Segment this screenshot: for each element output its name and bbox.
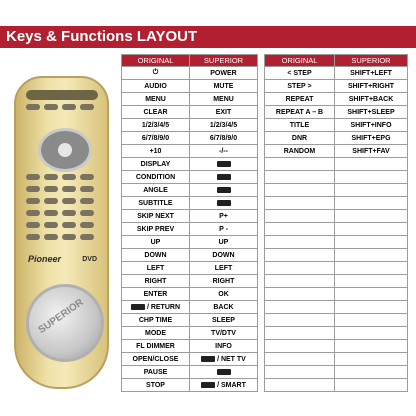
remote-brand-logo: Pioneer (28, 254, 62, 264)
table-row (265, 106, 408, 119)
original-key-cell: TITLE (265, 119, 335, 132)
remote-top-buttons (26, 90, 98, 100)
superior-key-cell: MENU (190, 93, 258, 106)
mapping-table-right (264, 54, 408, 392)
remote-button (80, 234, 94, 240)
superior-key-cell (335, 197, 408, 210)
superior-key-cell: RIGHT (190, 275, 258, 288)
superior-key-cell: TV/DTV (190, 327, 258, 340)
superior-key-cell (190, 197, 258, 210)
superior-key-cell (335, 340, 408, 353)
original-key-cell: / RETURN (122, 301, 190, 314)
table-row (122, 249, 258, 262)
remote-button (26, 198, 40, 204)
superior-key-cell (335, 171, 408, 184)
table-row (122, 275, 258, 288)
original-key-cell (265, 184, 335, 197)
superior-key-cell (335, 184, 408, 197)
button-icon (217, 174, 231, 180)
table-row-empty (265, 249, 408, 262)
superior-key-cell: POWER (190, 67, 258, 80)
remote-control-image (14, 76, 109, 389)
original-key-cell (265, 275, 335, 288)
superior-key-cell: BACK (190, 301, 258, 314)
table-row (122, 340, 258, 353)
superior-key-cell (335, 353, 408, 366)
dial-logo: SUPERIOR (36, 297, 86, 336)
superior-key-cell: SHIFT+INFO (335, 119, 408, 132)
table-row-empty (265, 210, 408, 223)
table-row (265, 67, 408, 80)
superior-key-cell: EXIT (190, 106, 258, 119)
original-key-cell: MENU (122, 93, 190, 106)
superior-key-cell (335, 301, 408, 314)
original-key-cell: STOP (122, 379, 190, 392)
original-key-cell: STEP > (265, 80, 335, 93)
original-key-cell: OPEN/CLOSE (122, 353, 190, 366)
superior-key-cell: SHIFT+SLEEP (335, 106, 408, 119)
table-row-empty (265, 171, 408, 184)
original-key-cell (265, 379, 335, 392)
button-icon (201, 382, 215, 388)
table-row (122, 223, 258, 236)
return-arrow-icon (131, 304, 145, 310)
original-key-cell: ENTER (122, 288, 190, 301)
table-row (122, 67, 258, 80)
table-row (122, 366, 258, 379)
button-icon (217, 200, 231, 206)
table-row-empty (265, 353, 408, 366)
original-key-cell (265, 171, 335, 184)
superior-key-cell (335, 223, 408, 236)
original-key-cell (265, 301, 335, 314)
superior-key-cell: / NET TV (190, 353, 258, 366)
original-key-cell (265, 288, 335, 301)
table-row (122, 236, 258, 249)
table-row (122, 171, 258, 184)
superior-key-cell: SLEEP (190, 314, 258, 327)
original-key-cell (265, 366, 335, 379)
remote-button (44, 174, 58, 180)
superior-key-cell: OK (190, 288, 258, 301)
original-key-cell: 6/7/8/9/0 (122, 132, 190, 145)
table-row (122, 353, 258, 366)
remote-button (80, 104, 94, 110)
superior-key-cell (335, 288, 408, 301)
button-icon (217, 187, 231, 193)
remote-button (62, 186, 76, 192)
table-row (122, 314, 258, 327)
original-key-cell: MODE (122, 327, 190, 340)
table-row (265, 145, 408, 158)
table-row (122, 93, 258, 106)
superior-key-cell (335, 236, 408, 249)
table-row-empty (265, 314, 408, 327)
table-row-empty (265, 366, 408, 379)
superior-key-cell: LEFT (190, 262, 258, 275)
original-key-cell (265, 210, 335, 223)
original-key-cell: +10 (122, 145, 190, 158)
superior-key-cell: SHIFT+EPG (335, 132, 408, 145)
table-row (122, 327, 258, 340)
superior-key-cell: SHIFT+FAV (335, 145, 408, 158)
superior-key-cell (335, 210, 408, 223)
table-row (265, 119, 408, 132)
column-header-original: ORIGINAL (265, 55, 335, 67)
original-key-cell: DISPLAY (122, 158, 190, 171)
original-key-cell: LEFT (122, 262, 190, 275)
button-icon (201, 356, 215, 362)
remote-button (44, 198, 58, 204)
original-key-cell: DOWN (122, 249, 190, 262)
remote-button (62, 198, 76, 204)
column-header-superior: SUPERIOR (335, 55, 408, 67)
original-key-cell: PAUSE (122, 366, 190, 379)
superior-key-cell: 1/2/3/4/5 (190, 119, 258, 132)
original-key-cell (265, 262, 335, 275)
superior-key-cell: SHIFT+BACK (335, 93, 408, 106)
superior-key-cell (335, 366, 408, 379)
superior-key-cell (335, 379, 408, 392)
remote-button (80, 198, 94, 204)
superior-key-cell: P - (190, 223, 258, 236)
column-header-original: ORIGINAL (122, 55, 190, 67)
table-row-empty (265, 301, 408, 314)
superior-key-cell: SHIFT+LEFT (335, 67, 408, 80)
table-row-empty (265, 288, 408, 301)
table-row (122, 197, 258, 210)
remote-nav-pad (38, 128, 92, 172)
table-row (265, 80, 408, 93)
button-icon (217, 369, 231, 375)
original-key-cell (265, 327, 335, 340)
table-row (122, 288, 258, 301)
original-key-cell: < STEP (265, 67, 335, 80)
title-bar (0, 26, 416, 48)
original-key-cell (265, 236, 335, 249)
button-icon (217, 161, 231, 167)
superior-key-cell (335, 314, 408, 327)
remote-button (26, 186, 40, 192)
original-key-cell (265, 314, 335, 327)
original-key-cell: 1/2/3/4/5 (122, 119, 190, 132)
original-key-cell: CHP TIME (122, 314, 190, 327)
remote-button (44, 186, 58, 192)
remote-button (62, 210, 76, 216)
remote-button (26, 222, 40, 228)
original-key-cell: RIGHT (122, 275, 190, 288)
remote-button (80, 210, 94, 216)
remote-button (26, 174, 40, 180)
superior-key-cell: P+ (190, 210, 258, 223)
original-key-cell: AUDIO (122, 80, 190, 93)
table-row (122, 119, 258, 132)
superior-key-cell: / SMART (190, 379, 258, 392)
original-key-cell: FL DIMMER (122, 340, 190, 353)
original-key-cell: CLEAR (122, 106, 190, 119)
original-key-cell: SUBTITLE (122, 197, 190, 210)
table-row (122, 262, 258, 275)
superior-key-cell: MUTE (190, 80, 258, 93)
table-row (122, 184, 258, 197)
remote-button (26, 104, 40, 110)
original-key-cell (265, 353, 335, 366)
table-row (122, 80, 258, 93)
superior-key-cell: SHIFT+RIGHT (335, 80, 408, 93)
remote-button (62, 222, 76, 228)
superior-key-cell: 6/7/8/9/0 (190, 132, 258, 145)
original-key-cell (265, 249, 335, 262)
original-key-cell: SKIP PREV (122, 223, 190, 236)
table-row-empty (265, 262, 408, 275)
remote-button (44, 222, 58, 228)
superior-key-cell (190, 184, 258, 197)
table-row (122, 145, 258, 158)
table-row-empty (265, 379, 408, 392)
original-key-cell: UP (122, 236, 190, 249)
superior-key-cell (335, 327, 408, 340)
original-key-cell (265, 158, 335, 171)
table-row-empty (265, 327, 408, 340)
superior-key-cell (335, 158, 408, 171)
superior-key-cell: DOWN (190, 249, 258, 262)
original-key-cell: SKIP NEXT (122, 210, 190, 223)
superior-key-cell (190, 158, 258, 171)
remote-button (62, 104, 76, 110)
table-row (122, 301, 258, 314)
mapping-table-left (121, 54, 258, 392)
remote-button (80, 222, 94, 228)
table-row-empty (265, 184, 408, 197)
superior-key-cell (335, 275, 408, 288)
table-row (122, 210, 258, 223)
original-key-cell: CONDITION (122, 171, 190, 184)
remote-button (44, 234, 58, 240)
remote-button (44, 210, 58, 216)
original-key-cell: REPEAT A – B (265, 106, 335, 119)
superior-key-cell: UP (190, 236, 258, 249)
superior-key-cell (190, 171, 258, 184)
table-row (122, 132, 258, 145)
table-row-empty (265, 197, 408, 210)
remote-button (80, 174, 94, 180)
original-key-cell (265, 197, 335, 210)
remote-button (62, 174, 76, 180)
original-key-cell: ANGLE (122, 184, 190, 197)
remote-button (26, 234, 40, 240)
remote-button (80, 186, 94, 192)
column-header-superior: SUPERIOR (190, 55, 258, 67)
superior-key-cell: -/-- (190, 145, 258, 158)
page-title: Keys & Functions LAYOUT (6, 28, 198, 45)
table-row (122, 158, 258, 171)
remote-jog-dial (26, 284, 104, 362)
original-key-cell: DNR (265, 132, 335, 145)
remote-button (26, 210, 40, 216)
superior-key-cell (190, 366, 258, 379)
remote-model-label: DVD (82, 256, 97, 263)
table-row (265, 132, 408, 145)
original-key-cell (265, 340, 335, 353)
table-row (122, 106, 258, 119)
superior-key-cell (335, 262, 408, 275)
original-key-cell: REPEAT (265, 93, 335, 106)
remote-button (44, 104, 58, 110)
original-key-cell (265, 223, 335, 236)
table-row-empty (265, 223, 408, 236)
remote-button (62, 234, 76, 240)
table-row-empty (265, 236, 408, 249)
table-row-empty (265, 340, 408, 353)
table-row (265, 93, 408, 106)
table-row-empty (265, 158, 408, 171)
original-key-cell: RANDOM (265, 145, 335, 158)
superior-key-cell (335, 249, 408, 262)
table-row (122, 379, 258, 392)
original-key-cell: ⏻ (122, 67, 190, 80)
table-row-empty (265, 275, 408, 288)
superior-key-cell: INFO (190, 340, 258, 353)
